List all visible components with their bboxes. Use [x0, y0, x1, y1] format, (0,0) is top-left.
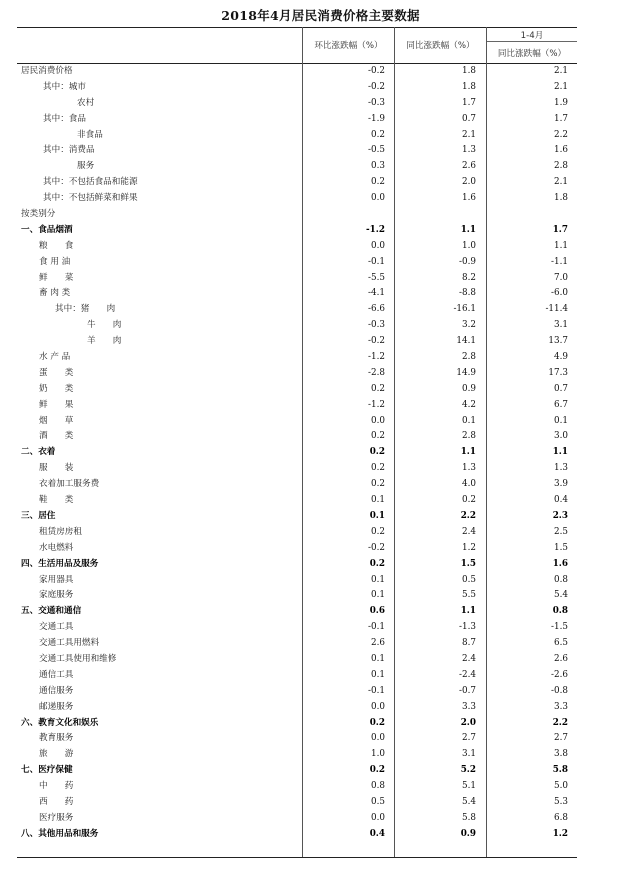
mom-value: -0.2 — [368, 66, 385, 76]
table-row — [17, 159, 577, 175]
table-row — [17, 366, 577, 382]
row-label: 奶 类 — [39, 383, 74, 394]
table-row — [17, 318, 577, 334]
ytd-value: -6.0 — [551, 288, 568, 299]
mom-value: 0.2 — [371, 177, 385, 188]
table-row — [17, 747, 577, 763]
mom-value: 0.8 — [371, 781, 385, 792]
mom-value: -4.1 — [368, 288, 385, 299]
yoy-value: -0.9 — [459, 256, 476, 267]
ytd-value: 6.7 — [554, 399, 568, 410]
row-label: 医疗服务 — [39, 812, 74, 823]
mom-value: 0.2 — [371, 431, 385, 442]
header-mom: 环比涨跌幅（%） — [314, 41, 383, 51]
row-label: 旅 游 — [39, 749, 74, 760]
mom-value: 0.0 — [371, 733, 385, 744]
ytd-value: 1.7 — [554, 113, 568, 124]
ytd-value: 17.3 — [548, 367, 568, 378]
ytd-value: 2.1 — [554, 177, 568, 188]
yoy-value: 2.7 — [462, 733, 476, 744]
row-label: 交通工具 — [39, 622, 74, 633]
mom-value: 0.1 — [371, 653, 385, 664]
category-row — [17, 509, 577, 525]
yoy-value: 3.2 — [462, 320, 476, 331]
ytd-value: 2.2 — [552, 717, 568, 728]
ytd-value: 2.3 — [552, 510, 568, 521]
ytd-value: 1.8 — [554, 193, 568, 204]
ytd-value: 2.5 — [554, 526, 568, 537]
mom-value: -0.1 — [368, 622, 385, 633]
row-label: 其中：不包括食品和能源 — [43, 177, 138, 188]
category-row — [17, 827, 577, 843]
ytd-value: 1.1 — [554, 240, 568, 251]
row-label: 家用器具 — [39, 574, 74, 585]
table-row — [17, 700, 577, 716]
yoy-value: 2.8 — [462, 352, 476, 363]
row-label: 服 装 — [39, 463, 74, 474]
table-row — [17, 668, 577, 684]
ytd-value: 1.6 — [554, 145, 568, 156]
mom-value: 0.0 — [371, 193, 385, 204]
ytd-value: -2.6 — [551, 669, 568, 680]
yoy-value: 1.8 — [462, 66, 476, 76]
ytd-value: 1.3 — [554, 463, 568, 474]
yoy-value: 5.5 — [462, 590, 476, 601]
table-row — [17, 334, 577, 350]
ytd-value: 13.7 — [548, 336, 568, 347]
yoy-value: 2.1 — [462, 129, 476, 140]
mom-value: 0.2 — [371, 463, 385, 474]
yoy-value: 1.2 — [462, 542, 476, 553]
row-label: 三、居住 — [21, 510, 56, 521]
table-row — [17, 175, 577, 191]
mom-value: 0.1 — [371, 669, 385, 680]
row-label: 其中：猪 肉 — [55, 304, 116, 315]
table-row — [17, 271, 577, 287]
yoy-value: -2.4 — [459, 669, 476, 680]
ytd-value: 0.8 — [554, 574, 568, 585]
ytd-value: 1.5 — [554, 542, 568, 553]
header-ytd: 同比涨跌幅（%） — [497, 49, 567, 59]
mom-value: 0.1 — [371, 495, 385, 506]
row-label: 牛 肉 — [87, 320, 122, 331]
page-title: 2018年4月居民消费价格主要数据 — [221, 8, 420, 23]
table-row — [17, 255, 577, 271]
mom-value: 0.2 — [369, 765, 385, 776]
mom-value: 0.5 — [371, 796, 385, 807]
yoy-value: 0.9 — [462, 383, 476, 394]
mom-value: 0.0 — [371, 812, 385, 823]
table-row — [17, 80, 577, 96]
table-row — [17, 525, 577, 541]
yoy-value: 0.2 — [462, 495, 476, 506]
row-label: 鲜 果 — [39, 399, 74, 410]
ytd-value: 5.3 — [554, 796, 568, 807]
table-row — [17, 779, 577, 795]
row-label: 一、食品烟酒 — [21, 224, 73, 235]
table-row — [17, 573, 577, 589]
ytd-header-divider — [486, 41, 577, 42]
yoy-value: 4.2 — [462, 399, 476, 410]
ytd-value: 1.2 — [552, 828, 568, 839]
ytd-value: 5.8 — [552, 765, 568, 776]
ytd-value: -11.4 — [545, 304, 568, 315]
mom-value: 0.2 — [371, 129, 385, 140]
ytd-value: 1.7 — [552, 224, 568, 235]
mom-value: -0.5 — [368, 145, 385, 156]
yoy-value: 14.1 — [456, 336, 476, 347]
ytd-value: 2.6 — [554, 653, 568, 664]
mom-value: -2.8 — [368, 367, 385, 378]
row-label: 通信服务 — [39, 685, 74, 696]
mom-value: -0.2 — [368, 542, 385, 553]
row-label: 教育服务 — [39, 733, 74, 744]
mom-value: -1.9 — [368, 113, 385, 124]
mom-value: -1.2 — [368, 352, 385, 363]
row-label: 鞋 类 — [39, 495, 74, 506]
ytd-value: 2.1 — [554, 66, 568, 76]
mom-value: -0.3 — [368, 320, 385, 331]
table-row — [17, 96, 577, 112]
yoy-value: -16.1 — [453, 304, 476, 315]
table-body — [17, 64, 577, 843]
ytd-value: -1.1 — [551, 256, 568, 267]
mom-value: 0.4 — [369, 828, 385, 839]
ytd-value: 3.8 — [554, 749, 568, 760]
table-row — [17, 477, 577, 493]
yoy-value: 3.1 — [462, 749, 476, 760]
ytd-value: 0.8 — [552, 606, 568, 617]
row-label: 服务 — [77, 161, 95, 172]
yoy-value: 1.0 — [462, 240, 476, 251]
table-row — [17, 811, 577, 827]
table-row — [17, 398, 577, 414]
mom-value: 0.1 — [371, 590, 385, 601]
row-label: 衣着加工服务费 — [39, 479, 100, 490]
mom-value: 0.6 — [369, 606, 385, 617]
table-row — [17, 636, 577, 652]
ytd-value: 0.1 — [554, 415, 568, 426]
mom-value: -1.2 — [368, 399, 385, 410]
mom-value: 0.2 — [369, 447, 385, 458]
category-row — [17, 763, 577, 779]
yoy-value: 5.4 — [462, 796, 476, 807]
category-row — [17, 716, 577, 732]
yoy-value: 2.8 — [462, 431, 476, 442]
row-label: 烟 草 — [39, 415, 74, 426]
mom-value: 0.2 — [369, 558, 385, 569]
yoy-value: -0.7 — [459, 685, 476, 696]
row-label: 六、教育文化和娱乐 — [21, 717, 99, 728]
ytd-value: 0.4 — [554, 495, 568, 506]
mom-value: 0.1 — [371, 574, 385, 585]
row-label: 其中：消费品 — [43, 145, 95, 156]
yoy-value: 1.8 — [462, 81, 476, 92]
row-label: 粮 食 — [39, 240, 74, 251]
row-label: 鲜 菜 — [39, 272, 74, 283]
yoy-value: 2.2 — [460, 510, 476, 521]
table-row — [17, 684, 577, 700]
ytd-value: 2.1 — [554, 81, 568, 92]
table-bottom-rule — [17, 857, 577, 858]
row-label: 中 药 — [39, 781, 74, 792]
ytd-value: 1.6 — [552, 558, 568, 569]
row-label: 交通工具使用和维修 — [39, 653, 117, 664]
ytd-value: 3.9 — [554, 479, 568, 490]
yoy-value: 8.2 — [462, 272, 476, 283]
yoy-value: 2.0 — [462, 177, 476, 188]
yoy-value: 14.9 — [456, 367, 476, 378]
yoy-value: 1.3 — [462, 145, 476, 156]
row-label: 通信工具 — [39, 669, 74, 680]
mom-value: 0.3 — [371, 161, 385, 172]
category-row — [17, 557, 577, 573]
mom-value: -0.1 — [368, 256, 385, 267]
ytd-value: 5.4 — [554, 590, 568, 601]
mom-value: -0.2 — [368, 336, 385, 347]
row-label: 食 用 油 — [39, 256, 71, 267]
table-row — [17, 461, 577, 477]
ytd-value: 1.1 — [552, 447, 568, 458]
table-top-rule — [17, 27, 577, 28]
yoy-value: 1.6 — [462, 193, 476, 204]
mom-value: -0.3 — [368, 97, 385, 108]
ytd-value: 1.9 — [554, 97, 568, 108]
mom-value: 1.0 — [371, 749, 385, 760]
yoy-value: 2.4 — [462, 653, 476, 664]
yoy-value: 0.5 — [462, 574, 476, 585]
row-label: 四、生活用品及服务 — [21, 558, 99, 569]
mom-value: 2.6 — [371, 638, 385, 649]
ytd-value: 3.1 — [554, 320, 568, 331]
row-label: 水 产 品 — [39, 352, 71, 363]
row-label: 租赁房房租 — [39, 526, 82, 537]
mom-value: 0.2 — [371, 479, 385, 490]
row-label: 非食品 — [77, 129, 103, 140]
category-row — [17, 223, 577, 239]
yoy-value: 0.7 — [462, 113, 476, 124]
table-row — [17, 795, 577, 811]
yoy-value: -8.8 — [459, 288, 476, 299]
row-label: 八、其他用品和服务 — [21, 828, 99, 839]
header-ytd-period: 1-4月 — [520, 31, 544, 41]
table-row — [17, 64, 577, 80]
yoy-value: -1.3 — [459, 622, 476, 633]
row-label: 其中：不包括鲜菜和鲜果 — [43, 193, 138, 204]
header-yoy: 同比涨跌幅（%） — [406, 41, 475, 51]
ytd-value: -0.8 — [551, 685, 568, 696]
yoy-value: 1.7 — [462, 97, 476, 108]
mom-value: 0.0 — [371, 701, 385, 712]
mom-value: -6.6 — [368, 304, 385, 315]
mom-value: 0.2 — [371, 526, 385, 537]
yoy-value: 1.1 — [460, 447, 476, 458]
row-label: 五、交通和通信 — [21, 606, 82, 617]
yoy-value: 1.1 — [460, 224, 476, 235]
row-label: 畜 肉 类 — [39, 288, 71, 299]
table-row — [17, 112, 577, 128]
yoy-value: 2.4 — [462, 526, 476, 537]
ytd-value: 2.2 — [554, 129, 568, 140]
row-label: 交通工具用燃料 — [39, 638, 100, 649]
table-row — [17, 414, 577, 430]
ytd-value: -1.5 — [551, 622, 568, 633]
category-row — [17, 445, 577, 461]
mom-value: 0.2 — [371, 383, 385, 394]
table-row — [17, 541, 577, 557]
table-row — [17, 239, 577, 255]
table-row — [17, 143, 577, 159]
mom-value: 0.0 — [371, 415, 385, 426]
yoy-value: 1.3 — [462, 463, 476, 474]
table-row — [17, 652, 577, 668]
category-row — [17, 604, 577, 620]
yoy-value: 0.9 — [460, 828, 476, 839]
table-row — [17, 302, 577, 318]
ytd-value: 6.5 — [554, 638, 568, 649]
mom-value: 0.2 — [369, 717, 385, 728]
row-label: 蛋 类 — [39, 367, 74, 378]
yoy-value: 5.8 — [462, 812, 476, 823]
table-row — [17, 493, 577, 509]
row-label: 羊 肉 — [87, 336, 122, 347]
mom-value: -1.2 — [366, 224, 385, 235]
row-label: 其中：城市 — [43, 81, 86, 92]
row-label: 西 药 — [39, 796, 74, 807]
mom-value: -0.2 — [368, 81, 385, 92]
table-row — [17, 731, 577, 747]
table-row — [17, 350, 577, 366]
table-row — [17, 128, 577, 144]
yoy-value: 0.1 — [462, 415, 476, 426]
mom-value: 0.0 — [371, 240, 385, 251]
row-label: 水电燃料 — [39, 542, 74, 553]
ytd-value: 6.8 — [554, 812, 568, 823]
yoy-value: 3.3 — [462, 701, 476, 712]
table-row — [17, 207, 577, 223]
ytd-value: 3.0 — [554, 431, 568, 442]
row-label: 其中：食品 — [43, 113, 86, 124]
yoy-value: 2.6 — [462, 161, 476, 172]
row-label: 农村 — [77, 97, 95, 108]
ytd-value: 3.3 — [554, 701, 568, 712]
row-label: 家庭服务 — [39, 590, 74, 601]
table-row — [17, 286, 577, 302]
ytd-value: 4.9 — [554, 352, 568, 363]
ytd-value: 7.0 — [554, 272, 568, 283]
yoy-value: 4.0 — [462, 479, 476, 490]
table-row — [17, 382, 577, 398]
ytd-value: 2.7 — [554, 733, 568, 744]
row-label: 酒 类 — [39, 431, 74, 442]
yoy-value: 1.1 — [460, 606, 476, 617]
row-label: 按类别分 — [21, 209, 56, 220]
yoy-value: 8.7 — [462, 638, 476, 649]
row-label: 居民消费价格 — [21, 66, 73, 76]
row-label: 七、医疗保健 — [21, 765, 73, 776]
yoy-value: 1.5 — [460, 558, 476, 569]
mom-value: -0.1 — [368, 685, 385, 696]
table-row — [17, 429, 577, 445]
yoy-value: 2.0 — [460, 717, 476, 728]
mom-value: 0.1 — [369, 510, 385, 521]
row-label: 邮递服务 — [39, 701, 74, 712]
table-row — [17, 191, 577, 207]
mom-value: -5.5 — [368, 272, 385, 283]
yoy-value: 5.2 — [460, 765, 476, 776]
table-row — [17, 588, 577, 604]
ytd-value: 2.8 — [554, 161, 568, 172]
ytd-value: 5.0 — [554, 781, 568, 792]
table-row — [17, 620, 577, 636]
ytd-value: 0.7 — [554, 383, 568, 394]
row-label: 二、衣着 — [21, 447, 56, 458]
yoy-value: 5.1 — [462, 781, 476, 792]
